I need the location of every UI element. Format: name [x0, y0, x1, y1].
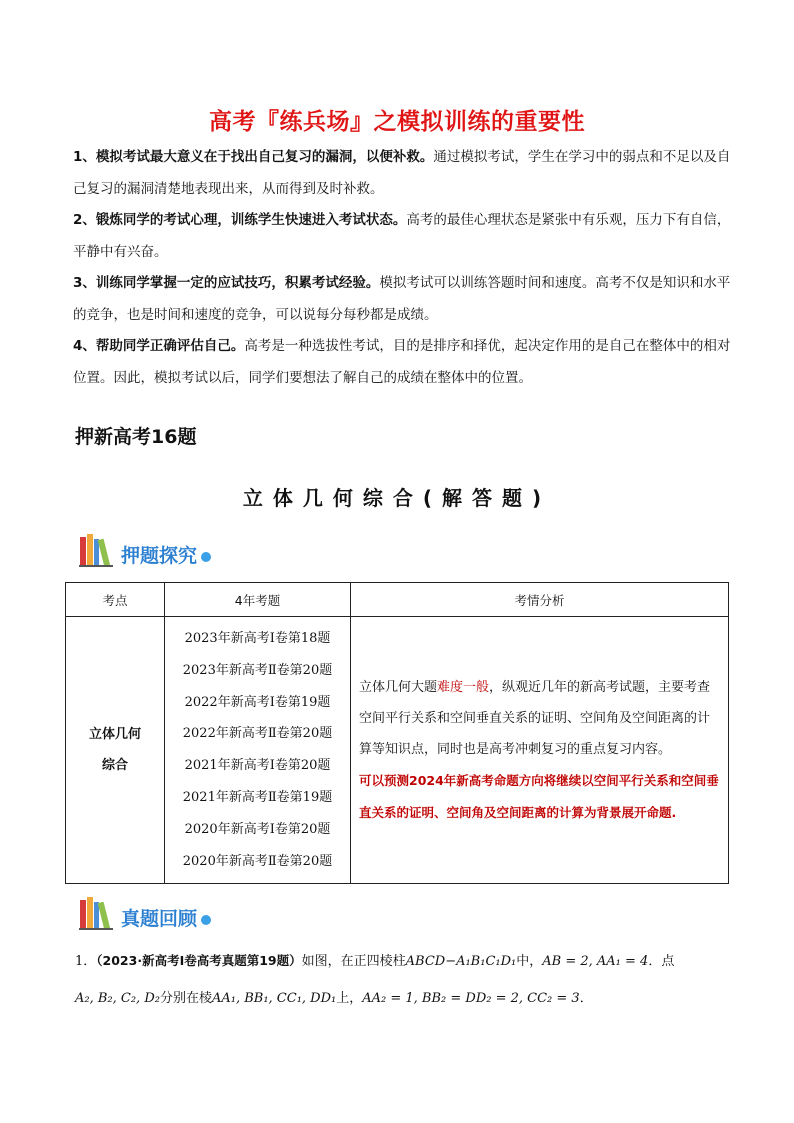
- analysis-text-a: 立体几何大题: [359, 679, 438, 695]
- problem-line-2: [75, 980, 735, 1017]
- difficulty-highlight: 难度一般: [437, 679, 490, 695]
- year-item: 2021年新高考Ⅰ卷第20题: [184, 758, 331, 774]
- year-item: 2020年新高考Ⅱ卷第20题: [182, 853, 333, 869]
- books-icon: [79, 533, 119, 567]
- forecast-text: 可以预测2024年新高考命题方向将继续以空间平行关系和空间垂直关系的证明、空间角及空间距离的计算为背景展开命题.: [359, 772, 719, 820]
- given-expression-1: AB = 2, AA₁ = 4: [542, 954, 649, 969]
- problem-text-b: 中，: [516, 954, 543, 969]
- problem-text-c: ．点: [648, 954, 675, 969]
- header-analysis: 考情分析: [351, 583, 729, 617]
- intro-bold-1: 1、模拟考试最大意义在于找出自己复习的漏洞，以便补救。: [73, 149, 434, 165]
- years-cell: [165, 617, 351, 884]
- intro-paragraph-4: [73, 331, 733, 394]
- banner-exploration-label: 押题探究: [121, 545, 198, 567]
- problem-text-f: ．: [579, 991, 593, 1006]
- problem-source: （2023·新高考Ⅰ卷高考真题第19题）: [96, 953, 302, 968]
- points-expression: A₂, B₂, C₂, D₂: [75, 991, 160, 1006]
- problem-number: 1．: [75, 954, 97, 969]
- intro-text-2: 高考的最佳心理状态是紧张中有乐观，压力下有自信，平静中有兴奋。: [73, 212, 731, 260]
- year-item: 2023年新高考Ⅱ卷第20题: [182, 662, 333, 678]
- banner-exploration: [79, 533, 211, 567]
- given-expression-2: AA₂ = 1, BB₂ = DD₂ = 2, CC₂ = 3: [362, 991, 580, 1006]
- topic-subtitle: 立体几何综合(解答题): [242, 486, 552, 510]
- analysis-text-b: ，纵观近几年的新高考试题，主要考查空间平行关系和空间垂直关系的证明、空间角及空间距离的计算等知识点，同时也是高考冲刺复习的重点复习内容。: [359, 679, 711, 757]
- problem-text-e: 上，: [336, 991, 363, 1006]
- intro-section: [73, 142, 733, 394]
- kaodian-line-1: 立体几何: [88, 727, 141, 743]
- intro-text-4: 高考是一种选拔性考试，目的是排序和择优，起决定作用的是自己在整体中的相对位置。因此，模拟考试以后，同学们要想法了解自己的成绩在整体中的位置。: [73, 338, 731, 386]
- section-heading: 押新高考16题: [75, 426, 197, 448]
- table-row: [66, 617, 729, 884]
- intro-paragraph-3: [73, 268, 733, 331]
- year-item: 2020年新高考Ⅰ卷第20题: [184, 821, 331, 837]
- analysis-cell: [351, 617, 729, 884]
- prism-expression: ABCD−A₁B₁C₁D₁: [405, 954, 517, 969]
- year-item: 2022年新高考Ⅰ卷第19题: [184, 694, 331, 710]
- intro-bold-2: 2、锻炼同学的考试心理，训练学生快速进入考试状态。: [73, 212, 407, 228]
- intro-paragraph-2: [73, 205, 733, 268]
- bullet-dot-icon: [201, 915, 211, 925]
- exam-analysis-table: [65, 582, 729, 884]
- banner-review: [79, 896, 211, 930]
- header-years: 4年考题: [165, 583, 351, 617]
- problem-1: [75, 942, 735, 1017]
- intro-paragraph-1: [73, 142, 733, 205]
- year-item: 2021年新高考Ⅱ卷第19题: [182, 789, 333, 805]
- kaodian-cell: [66, 617, 165, 884]
- problem-text-a: 如图，在正四棱柱: [301, 954, 406, 969]
- edges-expression: AA₁, BB₁, CC₁, DD₁: [211, 991, 337, 1006]
- bullet-dot-icon: [201, 552, 211, 562]
- intro-bold-3: 3、训练同学掌握一定的应试技巧，积累考试经验。: [73, 275, 380, 291]
- problem-text-d: 分别在棱: [159, 991, 212, 1006]
- kaodian-line-2: 综合: [101, 758, 128, 774]
- header-kaodian: 考点: [66, 583, 165, 617]
- books-icon: [79, 896, 119, 930]
- table-header-row: [66, 583, 729, 617]
- problem-line-1: [75, 942, 735, 980]
- banner-review-label: 真题回顾: [121, 908, 198, 930]
- intro-text-1: 通过模拟考试，学生在学习中的弱点和不足以及自己复习的漏洞清楚地表现出来，从而得到及时补救。: [73, 149, 731, 197]
- page-title: 高考『练兵场』之模拟训练的重要性: [209, 109, 585, 135]
- intro-text-3: 模拟考试可以训练答题时间和速度。高考不仅是知识和水平的竞争，也是时间和速度的竞争，可以说每分每秒都是成绩。: [73, 275, 731, 323]
- year-item: 2023年新高考Ⅰ卷第18题: [184, 631, 331, 646]
- intro-bold-4: 4、帮助同学正确评估自己。: [73, 338, 245, 354]
- year-item: 2022年新高考Ⅱ卷第20题: [182, 726, 333, 742]
